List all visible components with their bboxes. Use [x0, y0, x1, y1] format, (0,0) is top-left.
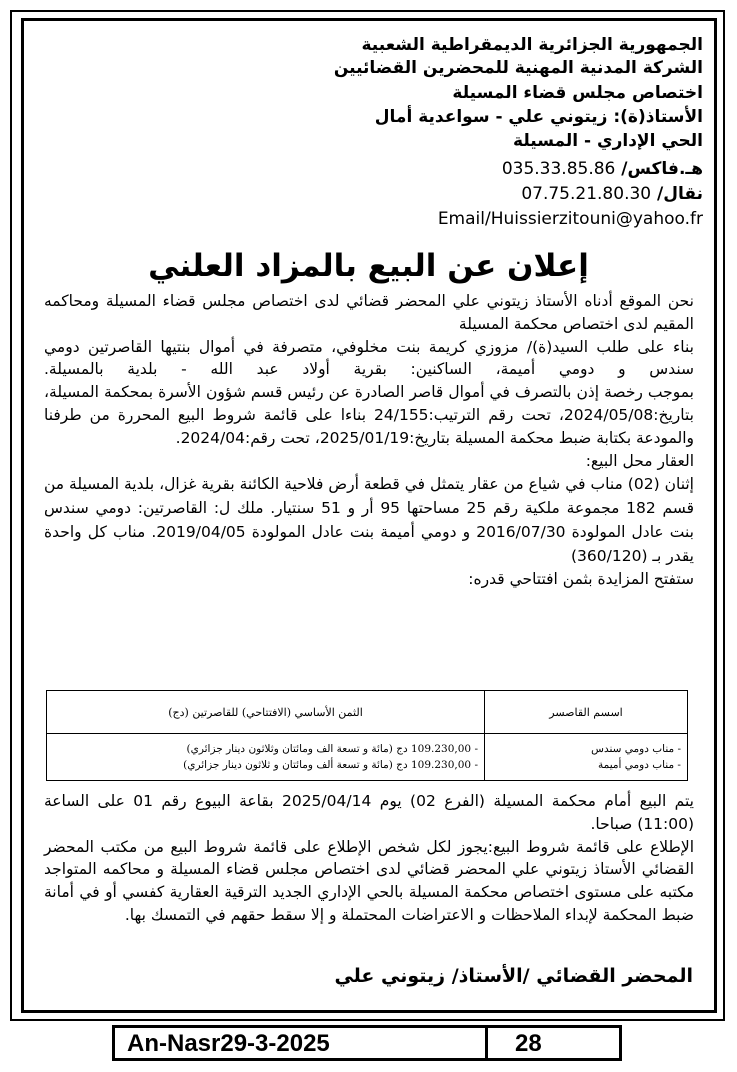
price-cell — [47, 734, 485, 781]
paragraph-authorization: بموجب رخصة إذن بالتصرف في أموال قاصر الصادرة عن رئيس قسم شؤون الأسرة بمحكمة المسيلة، بتاريخ:2024/05/08، تحت رقم الترتيب:24/155 بناءا على قائمة شروط البيع المحررة من طرفنا والمودعة بكتابة ضبط محكمة المسيلة بتاريخ:2025/01/19، تحت رقم:2024/04. — [44, 383, 694, 447]
header-jurisdiction: اختصاص مجلس قضاء المسيلة — [452, 83, 703, 103]
publication-date: An-Nasr29-3-2025 — [127, 1030, 330, 1057]
paragraph-request: بناء على طلب السيد(ة)/ مزوزي كريمة بنت مخلوفي، متصرفة في أموال بنتيها القاصرتين دومي سندس و دومي أميمة، الساكنين: بقرية أولاد عبد الله - بلدية بالمسيلة. — [44, 337, 694, 379]
paragraph-consultation: الإطلاع على قائمة شروط البيع:يجوز لكل شخص الإطلاع على قائمة شروط البيع من مكتب المحضر القضائي الأستاذ زيتوني علي المحضر قضائي لدى اختصاص مجلس قضاء المسيلة و محاكمه المتواجد مكتبه على مستوى اختصاص محكمة المسيلة بالحي الإداري الجديد الترقية العقارية كفسي أو في أمانة ضبط المحكمة لإبداء الملاحظات و الاعتراضات المحتملة و إلا سقط حقهم في التمسك بها. — [44, 837, 694, 924]
fax-line — [502, 158, 703, 180]
paragraph-opening-price: ستفتح المزايدة بثمن افتتاحي قدره: — [468, 570, 694, 589]
price-row-1: - 109.230,00 دج (مائة و تسعة الف ومائتان وثلاثون دينار جزائري) — [186, 743, 478, 755]
price-row-2: - 109.230,00 دج (مائة و تسعة ألف ومائتان و ثلاثون دينار جزائري) — [183, 759, 478, 771]
col-price-header: الثمن الأساسي (الافتتاحي) للقاصرتين (دج) — [47, 691, 485, 734]
footer-bar — [112, 1025, 622, 1061]
col-owner-header: اسسم القاصسر — [485, 691, 688, 734]
fax-number: 035.33.85.86 — [501, 159, 616, 179]
paragraph-intro: نحن الموقع أدناه الأستاذ زيتوني علي المحضر قضائي لدى اختصاص مجلس قضاء المسيلة ومحاكمه المقيم لدى اختصاص محكمة المسيلة — [44, 292, 694, 333]
paragraph-property: إثنان (02) مناب في شياع من عقار يتمثل في قطعة أرض فلاحية الكائنة بقرية غزال، بلدية المسيلة من قسم 182 مجموعة ملكية رقم 25 مساحتها 95 أر و 51 سنتيار. ملك ل: القاصرتين: دومي سندس بنت عادل المولودة 2016/07/30 و دومي أميمة بنت عادل المولودة 2019/04/05. مناب كل واحدة يقدر بـ (360/120) — [44, 475, 695, 566]
header-company: الشركة المدنية المهنية للمحضرين القضائيين — [333, 58, 703, 78]
paragraph-sale-date: يتم البيع أمام محكمة المسيلة (الفرع 02) يوم 2025/04/14 بقاعة البيوع رقم 01 على الساعة (11:00) صباحا. — [44, 792, 694, 833]
page-number: 28 — [515, 1030, 542, 1057]
auction-table — [46, 690, 688, 781]
header-address: الحي الإداري - المسيلة — [513, 131, 703, 151]
mobile-label: نقال/ — [657, 184, 703, 204]
mobile-number: 07.75.21.80.30 — [521, 184, 652, 204]
mobile-line — [521, 183, 703, 205]
body-text — [44, 290, 694, 591]
owner-row-2: - مناب دومي أميمة — [598, 759, 681, 771]
body-text-after — [44, 790, 694, 927]
signature: المحضر القضائي /الأستاذ/ زيتوني علي — [334, 965, 693, 987]
email: Email/Huissierzitouni@yahoo.fr — [437, 209, 703, 229]
header-bailiffs: الأستاذ(ة): زيتوني علي - سواعدية أمال — [374, 107, 703, 127]
property-heading: العقار محل البيع: — [585, 451, 694, 470]
owner-cell — [485, 734, 688, 781]
announcement-title: إعلان عن البيع بالمزاد العلني — [148, 248, 589, 284]
footer-separator — [485, 1028, 488, 1058]
header-republic: الجمهورية الجزائرية الديمقراطية الشعبية — [361, 35, 703, 55]
owner-row-1: - مناب دومي سندس — [591, 743, 681, 755]
fax-label: هـ.فاكس/ — [621, 159, 703, 179]
